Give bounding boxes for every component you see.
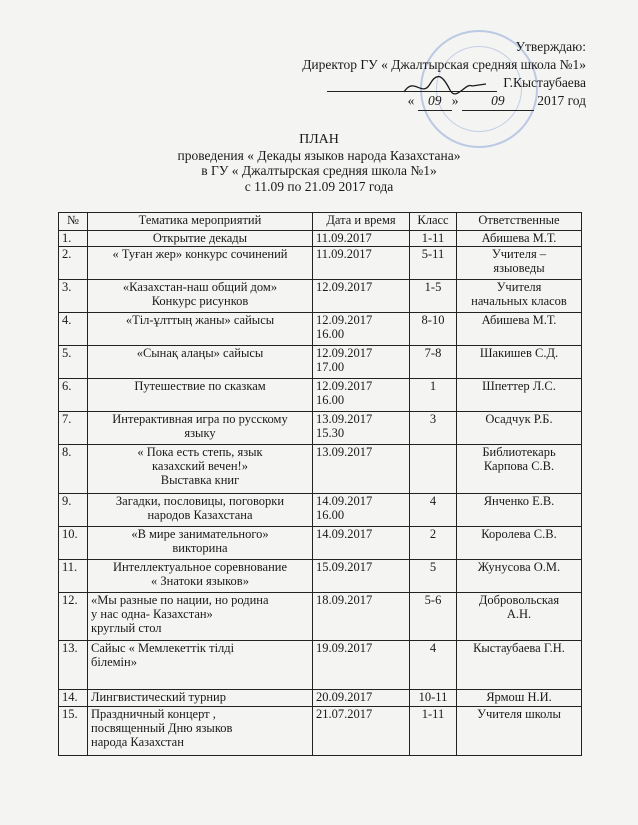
- cell-number: 14.: [59, 690, 88, 707]
- cell-responsible-line: Шакишев С.Д.: [479, 346, 559, 360]
- cell-responsible-line: Ярмош Н.И.: [486, 690, 552, 704]
- table-row: [59, 247, 582, 280]
- table-row: [59, 313, 582, 346]
- header-topic: Тематика мероприятий: [88, 213, 313, 231]
- cell-date: [313, 231, 410, 247]
- cell-topic: [88, 593, 313, 641]
- events-table: [58, 212, 582, 756]
- cell-topic-line: Открытие декады: [152, 231, 248, 245]
- cell-responsible-line: начальных класов: [471, 294, 567, 308]
- cell-date-line: 15.09.2017: [316, 560, 373, 574]
- cell-class: 4: [410, 494, 457, 527]
- cell-responsible-line: Учителя –: [491, 247, 547, 261]
- cell-date-line: 16.00: [316, 327, 345, 341]
- cell-topic: [88, 412, 313, 445]
- cell-responsible: [457, 527, 582, 560]
- table-row: [59, 346, 582, 379]
- director-line: Директор ГУ « Джалтырская средняя школа №1»: [302, 57, 586, 72]
- cell-topic-line: «В мире занимательного»: [131, 527, 269, 541]
- cell-date-line: 16.00: [316, 508, 345, 522]
- cell-responsible-line: Библиотекарь: [482, 445, 556, 459]
- cell-responsible-line: Кыстаубаева Г.Н.: [473, 641, 565, 655]
- plan-heading: ПЛАН: [299, 132, 339, 147]
- cell-date: [313, 494, 410, 527]
- cell-topic-line: Интеллектуальное соревнование: [112, 560, 288, 574]
- cell-class: 1-11: [410, 231, 457, 247]
- cell-number: 8.: [59, 445, 88, 494]
- cell-topic: [88, 313, 313, 346]
- cell-date: [313, 346, 410, 379]
- header-number: №: [59, 213, 88, 231]
- cell-topic: [88, 641, 313, 690]
- cell-date-line: 14.09.2017: [316, 494, 373, 508]
- date-close-quote: »: [451, 93, 459, 108]
- plan-subtitle-2: в ГУ « Джалтырская средняя школа №1»: [201, 163, 437, 178]
- cell-topic: [88, 707, 313, 756]
- table-header-row: [59, 213, 582, 231]
- cell-topic: [88, 560, 313, 593]
- cell-responsible: [457, 593, 582, 641]
- cell-responsible: [457, 280, 582, 313]
- cell-responsible: [457, 231, 582, 247]
- table-row: [59, 593, 582, 641]
- cell-topic-line: Интерактивная игра по русскому: [112, 412, 288, 426]
- cell-class: 1-5: [410, 280, 457, 313]
- cell-number: 6.: [59, 379, 88, 412]
- cell-topic: [88, 527, 313, 560]
- cell-date: [313, 412, 410, 445]
- table-row: [59, 445, 582, 494]
- cell-date-line: 13.09.2017: [316, 445, 373, 459]
- cell-responsible: [457, 494, 582, 527]
- cell-topic-line: « Знатоки языков»: [151, 574, 249, 588]
- cell-responsible: [457, 641, 582, 690]
- cell-class: 7-8: [410, 346, 457, 379]
- cell-date-line: 20.09.2017: [316, 690, 373, 704]
- plan-subtitle-1: проведения « Декады языков народа Казахстана»: [177, 147, 461, 163]
- cell-responsible-line: Абишева М.Т.: [481, 231, 557, 245]
- cell-date-line: 12.09.2017: [316, 346, 373, 360]
- table-row: [59, 641, 582, 690]
- approval-block: [302, 38, 586, 111]
- cell-responsible: [457, 313, 582, 346]
- cell-date: [313, 280, 410, 313]
- cell-responsible: [457, 346, 582, 379]
- cell-number: 11.: [59, 560, 88, 593]
- cell-topic-line: викторина: [172, 541, 228, 555]
- cell-responsible-line: Королева С.В.: [481, 527, 557, 541]
- director-name: Г.Кыстаубаева: [503, 75, 586, 90]
- cell-topic-line: білемін»: [91, 655, 137, 669]
- cell-date-line: 11.09.2017: [316, 231, 372, 245]
- cell-topic-line: Загадки, пословицы, поговорки: [115, 494, 285, 508]
- cell-class: 1: [410, 379, 457, 412]
- cell-date-line: 18.09.2017: [316, 593, 373, 607]
- cell-topic-line: «Сынақ алаңы» сайысы: [136, 346, 264, 360]
- cell-responsible-line: Добровольская: [478, 593, 560, 607]
- cell-class: [410, 445, 457, 494]
- approve-label: Утверждаю:: [515, 39, 586, 54]
- cell-topic-line: казахский вечен!»: [152, 459, 248, 473]
- cell-responsible-line: Учителя: [496, 280, 542, 294]
- date-day: 09: [418, 92, 452, 111]
- header-date: Дата и время: [313, 213, 410, 231]
- cell-number: 15.: [59, 707, 88, 756]
- cell-date-line: 19.09.2017: [316, 641, 373, 655]
- cell-topic: [88, 231, 313, 247]
- cell-responsible-line: А.Н.: [506, 607, 532, 621]
- cell-date: [313, 560, 410, 593]
- cell-number: 13.: [59, 641, 88, 690]
- cell-class: 5-11: [410, 247, 457, 280]
- table-row: [59, 527, 582, 560]
- date-open-quote: «: [407, 93, 415, 108]
- cell-date-line: 12.09.2017: [316, 379, 373, 393]
- cell-topic-line: посвященный Дню языков: [91, 721, 233, 735]
- cell-class: 8-10: [410, 313, 457, 346]
- cell-date-line: 15.30: [316, 426, 345, 440]
- cell-responsible-line: Учителя школы: [477, 707, 561, 721]
- cell-topic-line: Сайыс « Мемлекеттік тілді: [91, 641, 235, 655]
- cell-responsible: [457, 379, 582, 412]
- cell-class: 5-6: [410, 593, 457, 641]
- cell-number: 4.: [59, 313, 88, 346]
- cell-topic: [88, 247, 313, 280]
- cell-responsible-line: Карпова С.В.: [483, 459, 555, 473]
- cell-responsible-line: Янченко Е.В.: [483, 494, 555, 508]
- cell-class: 1-11: [410, 707, 457, 756]
- signature-line: [327, 77, 497, 92]
- cell-topic-line: Путешествие по сказкам: [134, 379, 266, 393]
- cell-class: 10-11: [410, 690, 457, 707]
- cell-topic-line: круглый стол: [91, 621, 162, 635]
- cell-topic-line: «Казахстан-наш общий дом»: [122, 280, 278, 294]
- cell-date: [313, 313, 410, 346]
- cell-responsible: [457, 707, 582, 756]
- table-row: [59, 494, 582, 527]
- cell-number: 3.: [59, 280, 88, 313]
- approval-date: [302, 92, 586, 111]
- cell-topic: [88, 280, 313, 313]
- cell-date: [313, 690, 410, 707]
- cell-date-line: 21.07.2017: [316, 707, 373, 721]
- cell-date-line: 13.09.2017: [316, 412, 373, 426]
- date-year: 2017 год: [537, 93, 586, 108]
- cell-responsible-line: Абишева М.Т.: [481, 313, 557, 327]
- table-row: [59, 231, 582, 247]
- cell-number: 10.: [59, 527, 88, 560]
- header-class: Класс: [410, 213, 457, 231]
- cell-topic-line: народа Казахстан: [91, 735, 184, 749]
- table-row: [59, 707, 582, 756]
- cell-topic-line: Выставка книг: [160, 473, 240, 487]
- cell-topic-line: у нас одна- Казахстан»: [91, 607, 213, 621]
- table-row: [59, 560, 582, 593]
- cell-responsible-line: языоведы: [493, 261, 545, 275]
- cell-responsible: [457, 445, 582, 494]
- cell-responsible: [457, 690, 582, 707]
- cell-responsible-line: Шпеттер Л.С.: [482, 379, 556, 393]
- cell-responsible-line: Жунусова О.М.: [477, 560, 561, 574]
- cell-topic-line: «Тіл-ұлттың жаны» сайысы: [125, 313, 275, 327]
- cell-date: [313, 527, 410, 560]
- cell-date: [313, 593, 410, 641]
- cell-date: [313, 641, 410, 690]
- cell-topic-line: языку: [184, 426, 216, 440]
- cell-date-line: 16.00: [316, 393, 345, 407]
- cell-topic: [88, 379, 313, 412]
- cell-topic-line: Лингвистический турнир: [91, 690, 226, 704]
- cell-responsible: [457, 412, 582, 445]
- cell-responsible: [457, 247, 582, 280]
- cell-class: 2: [410, 527, 457, 560]
- table-row: [59, 379, 582, 412]
- cell-date: [313, 247, 410, 280]
- cell-date-line: 11.09.2017: [316, 247, 372, 261]
- table-row: [59, 412, 582, 445]
- cell-date-line: 12.09.2017: [316, 280, 373, 294]
- table-row: [59, 280, 582, 313]
- cell-topic: [88, 494, 313, 527]
- table-row: [59, 690, 582, 707]
- header-responsible: Ответственные: [457, 213, 582, 231]
- cell-class: 5: [410, 560, 457, 593]
- cell-number: 1.: [59, 231, 88, 247]
- cell-topic: [88, 445, 313, 494]
- cell-number: 12.: [59, 593, 88, 641]
- cell-responsible-line: Осадчук Р.Б.: [485, 412, 553, 426]
- date-month: 09: [462, 92, 534, 111]
- cell-topic-line: Конкурс рисунков: [151, 294, 249, 308]
- cell-class: 4: [410, 641, 457, 690]
- cell-topic-line: « Пока есть степь, язык: [137, 445, 263, 459]
- cell-class: 3: [410, 412, 457, 445]
- cell-topic-line: « Туған жер» конкурс сочинений: [112, 247, 288, 261]
- cell-date-line: 12.09.2017: [316, 313, 373, 327]
- cell-topic: [88, 690, 313, 707]
- cell-number: 2.: [59, 247, 88, 280]
- cell-number: 9.: [59, 494, 88, 527]
- cell-number: 5.: [59, 346, 88, 379]
- cell-date-line: 17.00: [316, 360, 345, 374]
- cell-date: [313, 707, 410, 756]
- cell-topic: [88, 346, 313, 379]
- cell-date-line: 14.09.2017: [316, 527, 373, 541]
- cell-date: [313, 445, 410, 494]
- plan-subtitle-3: с 11.09 по 21.09 2017 года: [244, 178, 394, 194]
- cell-date: [313, 379, 410, 412]
- cell-topic-line: народов Казахстана: [147, 508, 253, 522]
- cell-responsible: [457, 560, 582, 593]
- cell-topic-line: «Мы разные по нации, но родина: [91, 593, 269, 607]
- plan-title-block: [0, 132, 638, 194]
- cell-number: 7.: [59, 412, 88, 445]
- cell-topic-line: Праздничный концерт ,: [91, 707, 216, 721]
